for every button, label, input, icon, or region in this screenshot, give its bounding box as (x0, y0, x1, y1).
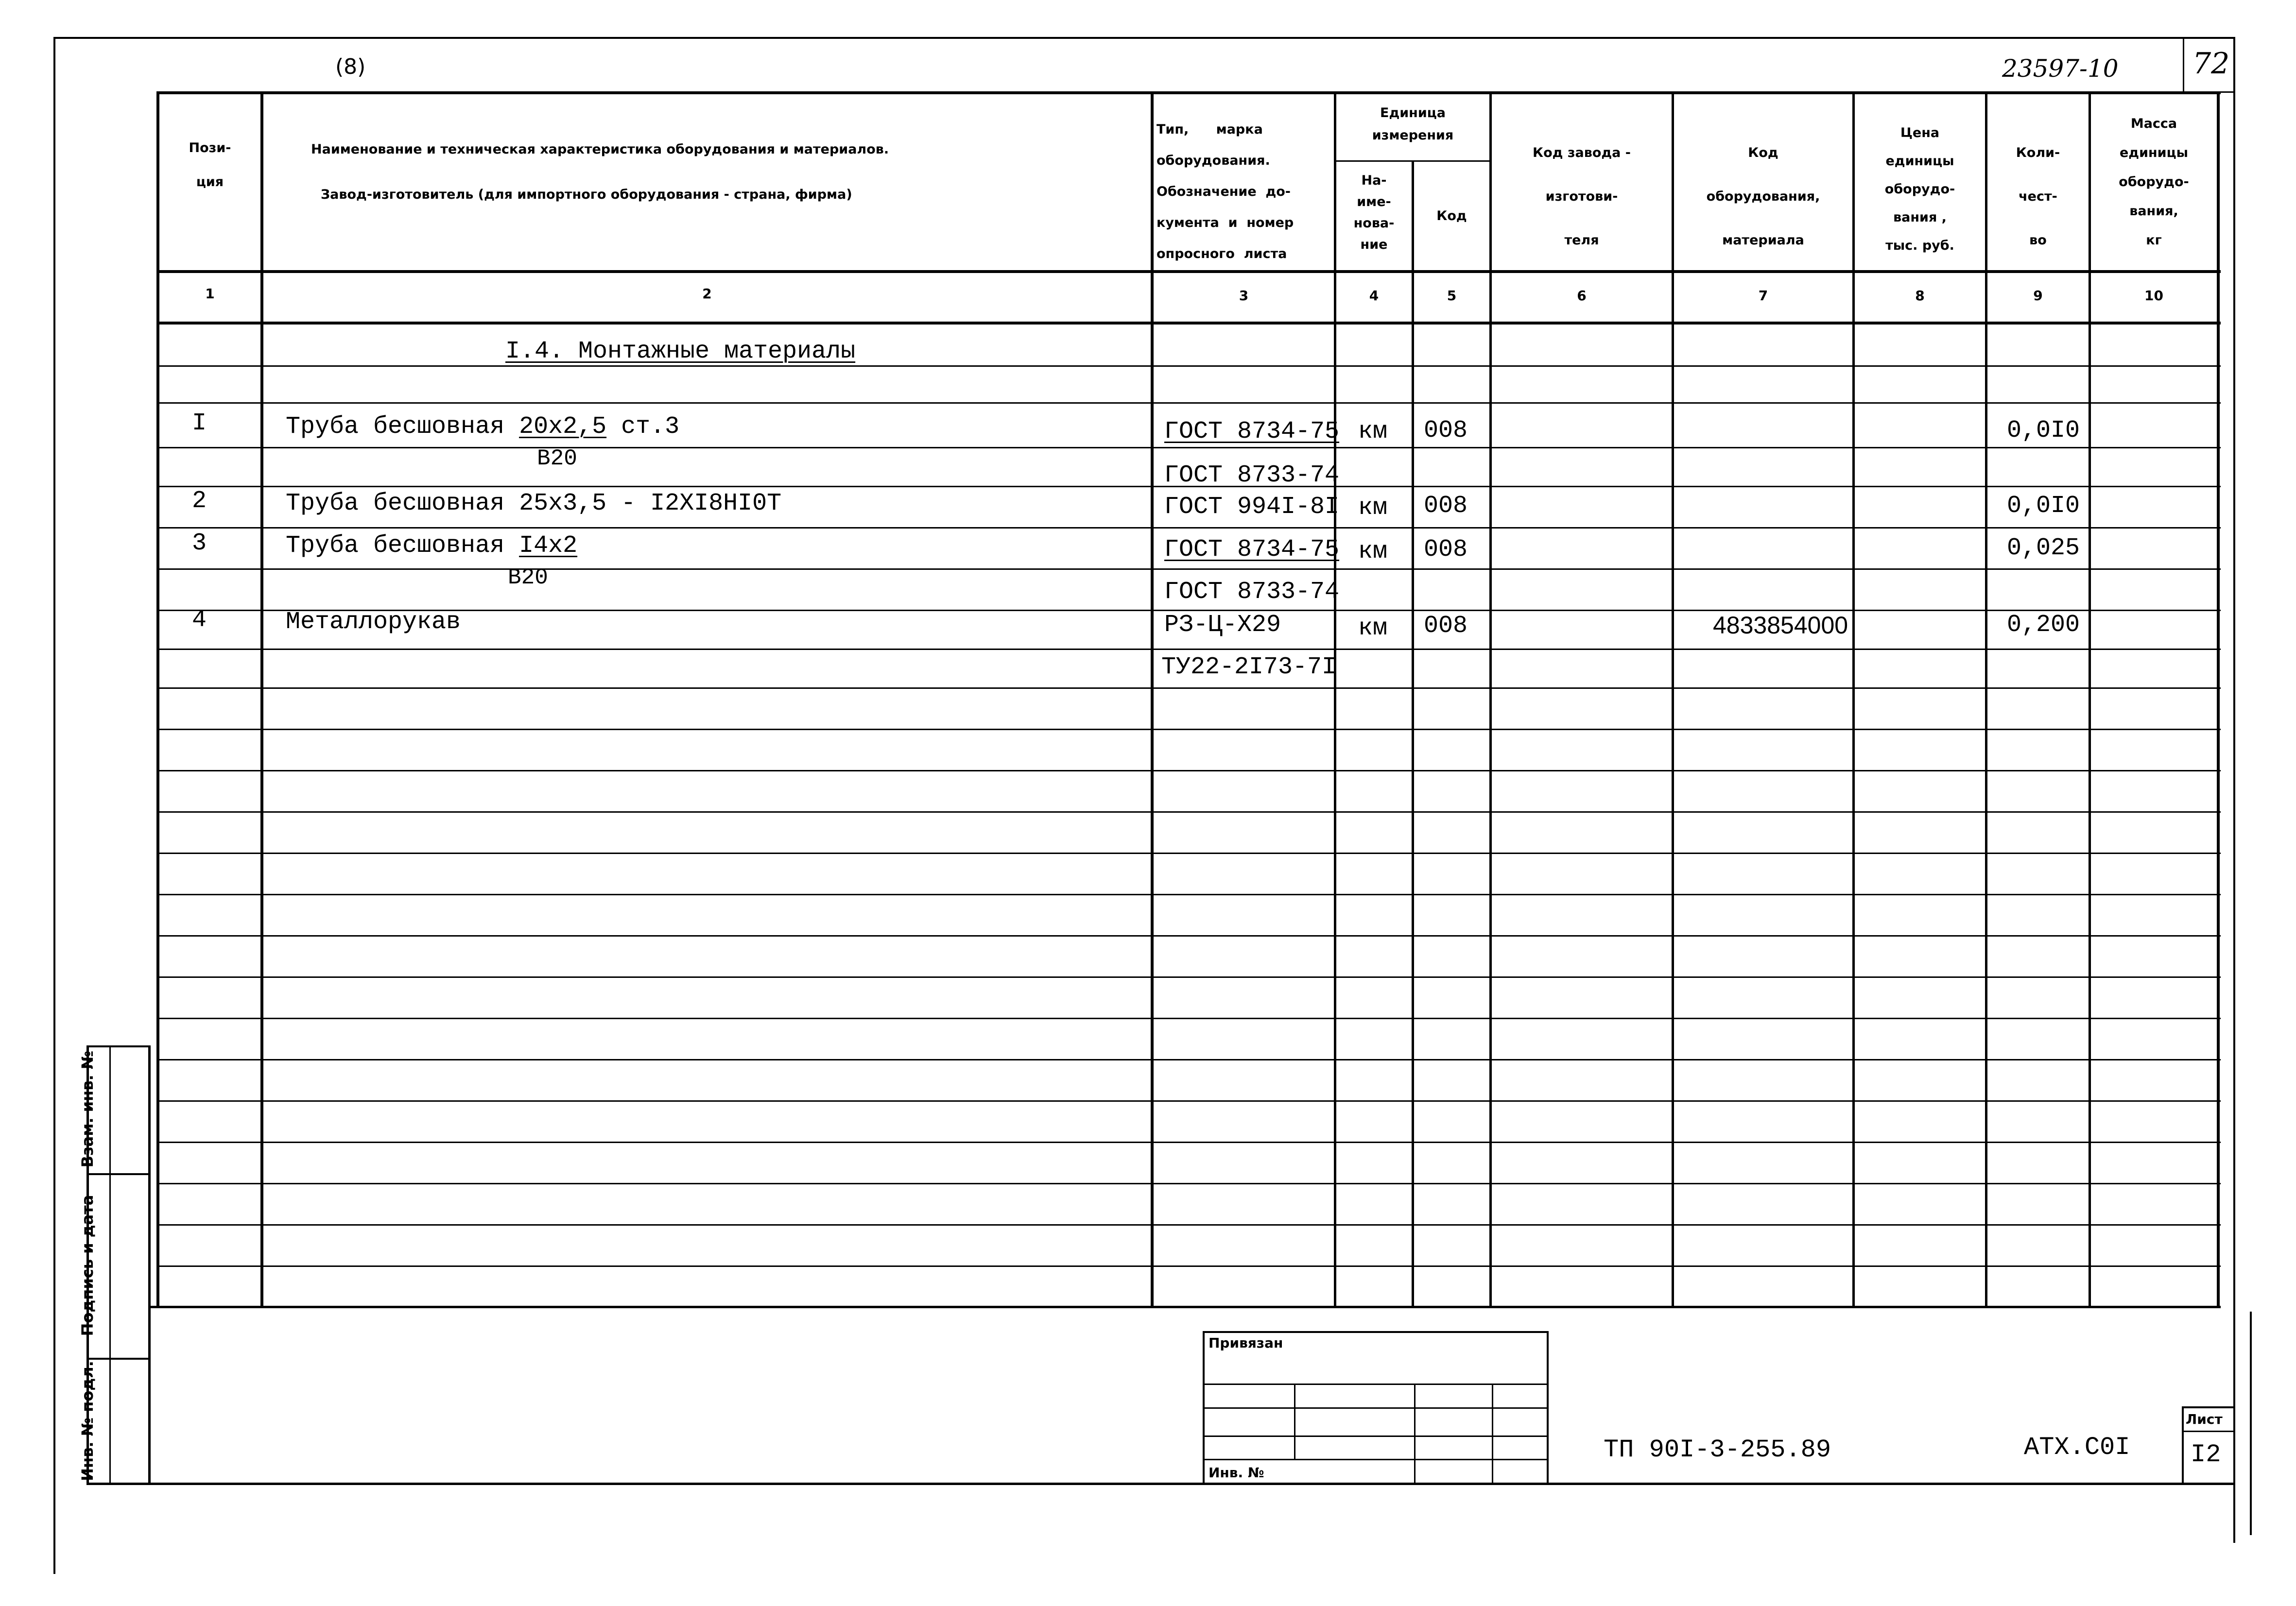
col-line (2089, 91, 2091, 1308)
designation: ТП 90I-3-255.89 (1604, 1435, 1831, 1464)
row4-name: Металлорукав (286, 608, 461, 636)
row-line (156, 1142, 2221, 1143)
col-number-5: 5 (1447, 288, 1457, 304)
col-line (260, 91, 263, 1308)
col-line (1151, 91, 1154, 1308)
doc-code: АТХ.С0I (2024, 1433, 2130, 1462)
row3-name-a: Труба бесшовная (286, 532, 519, 560)
frame-top-line (53, 37, 2235, 39)
row-line (156, 402, 2221, 404)
row-line (156, 770, 2221, 771)
frame-bottom-right (2250, 1312, 2252, 1535)
row-line (156, 935, 2221, 937)
row2-code: 008 (1424, 492, 1468, 520)
row1-grade: В20 (537, 446, 577, 471)
row-line (156, 527, 2221, 529)
row-line (156, 687, 2221, 689)
privyazan-h1 (1203, 1384, 1549, 1385)
row1-qty: 0,0I0 (2007, 417, 2080, 444)
row3-code: 008 (1424, 536, 1468, 564)
header-bottom-line (156, 270, 2221, 273)
col-number-9: 9 (2033, 288, 2043, 304)
col-line (1985, 91, 1987, 1308)
header-material-code: Код оборудования, материала (1706, 145, 1820, 248)
header-price: Цена единицы оборудо- вания , тыс. руб. (1884, 125, 1955, 253)
row3-grade: В20 (508, 565, 548, 590)
row-line (156, 447, 2221, 448)
privyazan-label: Привязан (1208, 1335, 1283, 1351)
col-number-10: 10 (2144, 288, 2163, 304)
col-line (1852, 91, 1855, 1308)
col-line (156, 91, 159, 1308)
sheet-box-top (2182, 1406, 2235, 1408)
privyazan-v1 (1294, 1384, 1295, 1460)
privyazan-h4 (1203, 1459, 1549, 1460)
col-line (1672, 91, 1674, 1308)
side-stamp-inv-podl: Инв. № подл. (78, 1361, 97, 1481)
table-top-line (156, 91, 2221, 94)
header-name-line1: Наименование и техническая характеристика оборудования и материалов. (311, 142, 889, 157)
row4-unit: км (1358, 615, 1388, 642)
frame-right-line (2233, 37, 2235, 1543)
col-number-2: 2 (702, 286, 712, 302)
col-number-6: 6 (1577, 288, 1587, 304)
row-line (156, 1100, 2221, 1102)
row3-doc1: ГОСТ 8734-75 (1164, 536, 1340, 564)
handwritten-page-number: 72 (2192, 47, 2230, 81)
side-stamp-divider (109, 1047, 111, 1484)
row1-unit: км (1358, 418, 1388, 445)
privyazan-box-top (1203, 1331, 1549, 1333)
side-stamp-podpis: Подпись и дата (78, 1195, 97, 1336)
row1-name-c: ст.3 (606, 413, 680, 441)
row-line (156, 649, 2221, 650)
row4-material-code: 4833854000 (1713, 612, 1848, 639)
header-plant-code: Код завода - изготови- теля (1533, 145, 1631, 248)
frame-page-box-left (2183, 37, 2184, 93)
header-unit-group: Единица измерения (1372, 105, 1454, 143)
inv-no-label: Инв. № (1208, 1465, 1264, 1481)
header-quantity: Коли- чест- во (2016, 145, 2060, 248)
row4-position: 4 (192, 606, 207, 634)
colnum-bottom-line (156, 322, 2221, 325)
row1-name (286, 413, 679, 441)
side-stamp-vzam-inv: Взам. инв. № (78, 1050, 97, 1168)
row-line (156, 853, 2221, 854)
frame-left-line (53, 37, 55, 1470)
row2-qty: 0,0I0 (2007, 492, 2080, 520)
row2-name: Труба бесшовная 25х3,5 - I2XI8HI0T (286, 490, 782, 517)
row4-doc2: ТУ22-2I73-7I (1161, 653, 1337, 681)
row-line (156, 568, 2221, 570)
row1-doc2: ГОСТ 8733-74 (1164, 461, 1340, 489)
row2-unit: км (1358, 494, 1388, 522)
header-unit-name: На- име- нова- ние (1353, 173, 1395, 252)
row-line (156, 811, 2221, 813)
side-stamp-right (148, 1047, 151, 1484)
handwritten-doc-number: 23597-10 (2002, 54, 2119, 83)
row-line (156, 976, 2221, 978)
row1-code: 008 (1424, 417, 1468, 444)
header-mass: Масса единицы оборудо- вания, кг (2119, 116, 2189, 248)
row-line (156, 894, 2221, 895)
sheet-box-mid (2182, 1431, 2235, 1432)
side-stamp-h1 (86, 1173, 151, 1175)
privyazan-v2 (1414, 1384, 1416, 1484)
row1-doc1: ГОСТ 8734-75 (1164, 418, 1340, 445)
col-number-8: 8 (1915, 288, 1925, 304)
privyazan-v3 (1492, 1384, 1493, 1484)
row1-name-b: 20х2,5 (519, 413, 607, 441)
row-line (156, 1018, 2221, 1019)
col-number-7: 7 (1758, 288, 1768, 304)
row-line (156, 1224, 2221, 1226)
header-unit-code: Код (1436, 208, 1467, 223)
privyazan-h3 (1203, 1435, 1549, 1437)
header-position: Пози- ция (189, 140, 231, 189)
sheet-box-left (2182, 1406, 2184, 1484)
row1-name-a: Труба бесшовная (286, 413, 519, 441)
sheet-label: Лист (2186, 1411, 2223, 1427)
top-left-mark: (8) (335, 54, 366, 79)
row-line (156, 1265, 2221, 1267)
row3-position: 3 (192, 530, 207, 557)
col-line (1412, 160, 1414, 1308)
row2-doc1: ГОСТ 994I-8I (1164, 493, 1340, 521)
row4-code: 008 (1424, 612, 1468, 640)
row3-qty: 0,025 (2007, 534, 2080, 562)
col-number-4: 4 (1369, 288, 1379, 304)
sheet-number: I2 (2191, 1440, 2221, 1469)
row-line (156, 1059, 2221, 1060)
col-number-3: 3 (1239, 288, 1249, 304)
row-line (156, 1183, 2221, 1184)
frame-bottom-left (53, 1467, 55, 1574)
row2-position: 2 (192, 487, 207, 515)
col-line (2217, 91, 2220, 1308)
side-stamp-bottom (86, 1483, 2235, 1485)
row4-qty: 0,200 (2007, 611, 2080, 639)
row1-position: I (192, 410, 207, 437)
row-line (156, 729, 2221, 730)
col-line (1489, 91, 1492, 1308)
row4-doc1: РЗ-Ц-Х29 (1164, 611, 1281, 639)
privyazan-h2 (1203, 1407, 1549, 1409)
row3-name-b: I4х2 (519, 532, 578, 560)
section-title: I.4. Монтажные материалы (505, 338, 856, 365)
header-name-line2: Завод-изготовитель (для импортного оборудования - страна, фирма) (321, 187, 852, 202)
col-number-1: 1 (205, 286, 215, 302)
row3-unit: км (1358, 538, 1388, 565)
row-line (156, 365, 2221, 367)
row3-doc2: ГОСТ 8733-74 (1164, 578, 1340, 606)
header-type-doc: Тип, марка оборудования. Обозначение до- кумента и номер опросного листа (1157, 122, 1294, 261)
row3-name (286, 532, 577, 560)
table-bottom-line (151, 1306, 2221, 1308)
col-line (1334, 91, 1336, 1308)
